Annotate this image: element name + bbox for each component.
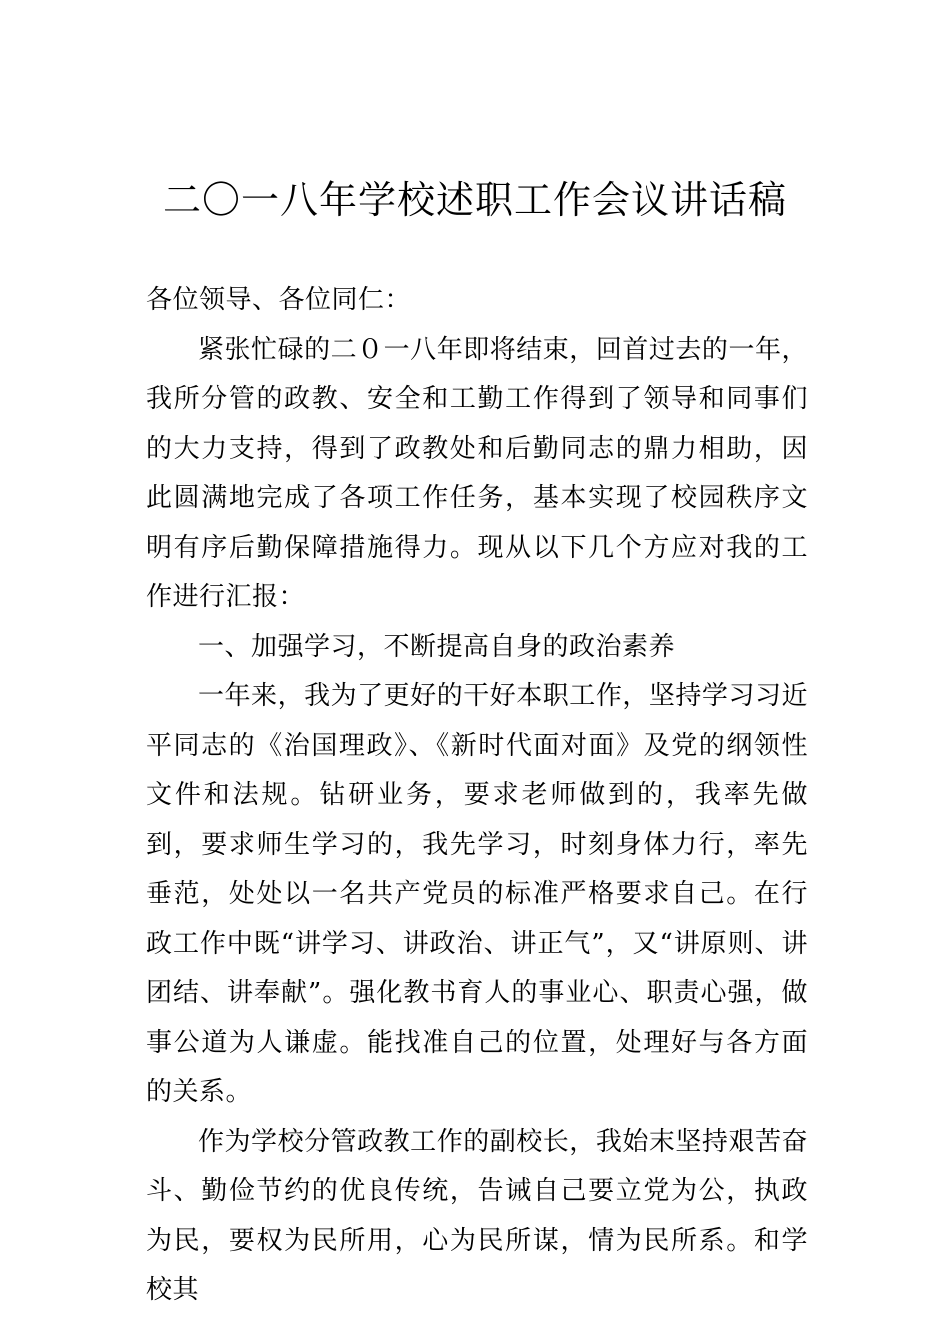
paragraph-role: 作为学校分管政教工作的副校长，我始末坚持艰苦奋斗、勤俭节约的优良传统，告诫自己要立党为公，执政为民，要权为民所用，心为民所谋，情为民所系。和学校其 — [146, 1126, 808, 1305]
document-title: 二〇一八年学校述职工作会议讲话稿 — [162, 178, 787, 222]
document-body — [146, 276, 808, 1316]
salutation: 各位领导、各位同仁： — [146, 285, 412, 315]
section-heading-1: 一、加强学习，不断提高自身的政治素养 — [198, 631, 676, 662]
paragraph-study: 一年来，我为了更好的干好本职工作，坚持学习习近平同志的《治国理政》、《新时代面对面》及党的纲领性文件和法规。钻研业务，要求老师做到的，我率先做到，要求师生学习的，我先学习，时刻身体力行，率先垂范，处处以一名共产党员的标准严格要求自己。在行政工作中既“讲学习、讲政治、讲正气”，又“讲原则、讲团结、讲奉献”。强化教书育人的事业心、职责心强，做事公道为人谦虚。能找准自己的位置，处理好与各方面的关系。 — [146, 681, 808, 1107]
paragraph-intro: 紧张忙碌的二０一八年即将结束，回首过去的一年，我所分管的政教、安全和工勤工作得到了领导和同事们的大力支持，得到了政教处和后勤同志的鼎力相助，因此圆满地完成了各项工作任务，基本实现了校园秩序文明有序后勤保障措施得力。现从以下几个方应对我的工作进行汇报： — [146, 334, 808, 612]
